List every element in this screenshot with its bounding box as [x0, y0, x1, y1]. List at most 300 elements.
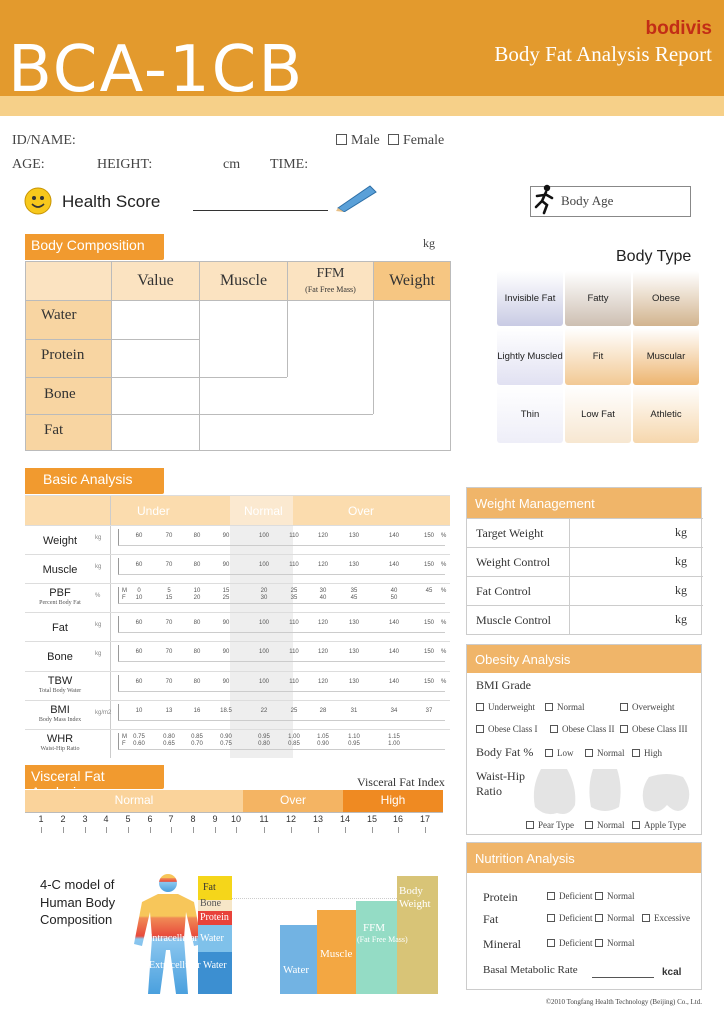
basic-percent-sign: %: [441, 649, 447, 656]
weight-col-header: Weight: [373, 262, 450, 300]
ffm-bar: [356, 901, 397, 994]
protein-normal-label: Normal: [607, 891, 635, 901]
basic-tick: 30: [319, 588, 327, 595]
basic-tick: 100: [258, 649, 269, 656]
basic-row-divider: [25, 641, 450, 642]
basic-whr-sublabel: Waist-Hip Ratio: [40, 745, 80, 752]
basic-sex-marker: M: [122, 588, 127, 595]
fourc-ffm-sublabel: (Fat Free Mass): [357, 935, 408, 944]
basic-row-divider: [25, 700, 450, 701]
basic-tick: 140: [388, 620, 399, 627]
body-type-athletic[interactable]: Athletic: [633, 385, 699, 443]
basic-tick: 60: [135, 533, 143, 539]
bf-low-checkbox[interactable]: [545, 749, 553, 757]
basic-tick: 100: [258, 620, 269, 627]
basic-tick: 120: [317, 620, 328, 627]
basic-tbw-label: TBW: [47, 674, 73, 687]
basic-pbf-sublabel: Percent Body Fat: [39, 600, 81, 607]
basic-pbf-scale: [118, 587, 445, 604]
weight-mgmt-label: Fat Control: [476, 584, 532, 598]
age-label: AGE:: [12, 157, 45, 172]
fourc-ecw-label: Extracellular Water: [149, 960, 227, 971]
bf-normal-checkbox[interactable]: [585, 749, 593, 757]
basic-bone-label: Bone: [47, 651, 73, 664]
basic-tick: 20: [260, 588, 268, 595]
visceral-tick-mark: [291, 827, 292, 833]
basic-whr-label: WHR: [46, 732, 74, 745]
composition-unit: kg: [423, 236, 435, 250]
basic-weight-unit: kg: [95, 535, 102, 541]
body-age-label: Body Age: [561, 193, 614, 208]
basic-tick-female: 50: [390, 595, 398, 602]
basic-tick-female: 0.60: [133, 740, 145, 747]
basic-weight-scale: [118, 529, 445, 546]
protein-row-label: Protein: [41, 347, 85, 363]
basic-percent-sign: %: [441, 620, 447, 627]
bmi-normal-label: Normal: [557, 702, 585, 712]
body-age-box: [530, 186, 691, 217]
male-label: Male: [351, 133, 380, 148]
id-name-label: ID/NAME:: [12, 133, 76, 148]
under-label: Under: [137, 504, 170, 518]
visceral-tick-mark: [150, 827, 151, 833]
apple-label: Apple Type: [644, 820, 686, 830]
basic-tick: 35: [350, 588, 358, 595]
body-type-grid: [497, 271, 701, 443]
health-score-line: [193, 210, 328, 211]
basic-tick-female: 0.65: [163, 740, 175, 747]
basic-tick: 130: [348, 620, 359, 627]
whr-normal-checkbox[interactable]: [585, 821, 593, 829]
obese-1-label: Obese Class I: [488, 724, 538, 734]
whr-normal[interactable]: [585, 820, 625, 830]
visceral-tick-mark: [63, 827, 64, 833]
whr-normal-label: Normal: [597, 820, 625, 830]
visceral-tick-mark: [318, 827, 319, 833]
basic-tick-female: 0.85: [288, 740, 300, 747]
ecw-block: [198, 952, 232, 994]
basic-tick: 120: [317, 678, 328, 685]
basic-bone-unit: kg: [95, 651, 102, 658]
water-bar: [280, 925, 317, 994]
fat-deficient-checkbox[interactable]: [547, 914, 555, 922]
obesity-analysis-panel: [466, 644, 702, 835]
visceral-tick-mark: [171, 827, 172, 833]
basic-tick: 10: [135, 707, 143, 714]
ffm-col-header: [287, 262, 373, 300]
bmi-obese-1[interactable]: [476, 724, 538, 734]
visceral-tick-mark: [372, 827, 373, 833]
height-label: HEIGHT:: [97, 157, 153, 172]
basic-row-divider: [25, 671, 450, 672]
fat-excessive[interactable]: [642, 913, 690, 923]
basic-tick: 140: [388, 649, 399, 656]
bf-normal-label: Normal: [597, 748, 625, 758]
basic-tick: 15: [222, 588, 230, 595]
fourc-weight-label: Body Weight: [399, 885, 431, 910]
model-logo: BCA-1CB: [8, 33, 305, 107]
basic-tbw-scale: [118, 675, 445, 692]
basic-tick: 31: [350, 707, 358, 714]
bmi-obese-2[interactable]: [550, 724, 615, 734]
mineral-normal-label: Normal: [607, 938, 635, 948]
visceral-scale-tick: 12: [285, 814, 296, 824]
basic-tick: 150: [423, 678, 434, 685]
whr-apple[interactable]: [632, 820, 686, 830]
bmi-underweight[interactable]: [476, 702, 535, 712]
protein-normal[interactable]: [595, 891, 635, 901]
basic-tick-female: 30: [260, 595, 268, 602]
bf-high-checkbox[interactable]: [632, 749, 640, 757]
obese-2-label: Obese Class II: [562, 724, 615, 734]
nutrition-analysis-tab: Nutrition Analysis: [467, 843, 701, 873]
fourc-protein-label: Protein: [200, 912, 229, 923]
visceral-scale: [30, 813, 440, 833]
protein-deficient[interactable]: [547, 891, 592, 901]
body-type-fatty[interactable]: Fatty: [565, 271, 631, 326]
basic-tick: 0.75: [133, 733, 145, 740]
basic-tick: 110: [289, 533, 299, 539]
basic-tick: 18.5: [220, 707, 232, 714]
basic-row-divider: [25, 729, 450, 730]
basic-tick: 28: [319, 707, 327, 714]
bf-normal[interactable]: [585, 748, 625, 758]
weight-mgmt-row: [467, 605, 703, 635]
female-checkbox[interactable]: [388, 134, 399, 145]
basic-bmi-sublabel: Body Mass Index: [38, 716, 82, 723]
basic-tick: 22: [260, 707, 268, 714]
mineral-normal-checkbox[interactable]: [595, 939, 603, 947]
basic-tick: 90: [222, 678, 230, 685]
nutrition-analysis-panel: [466, 842, 702, 990]
visceral-high-band: High: [343, 790, 443, 812]
obese-2-checkbox[interactable]: [550, 725, 558, 733]
visceral-scale-tick: 15: [366, 814, 377, 824]
weight-mgmt-unit: kg: [675, 554, 687, 568]
basic-tick: 34: [390, 707, 398, 714]
visceral-fat-tab: Visceral Fat: [25, 765, 164, 789]
time-label: TIME:: [270, 157, 309, 172]
basic-percent-sign: %: [441, 588, 447, 595]
basic-row-divider: [25, 554, 450, 555]
visceral-scale-tick: 16: [392, 814, 403, 824]
obese-1-checkbox[interactable]: [476, 725, 484, 733]
bone-row-label: Bone: [44, 386, 76, 402]
female-label: Female: [403, 133, 445, 148]
fourc-bone-label: Bone: [200, 898, 222, 909]
weight-management-tab: Weight Management: [467, 488, 701, 518]
mineral-deficient[interactable]: [547, 938, 592, 948]
visceral-tick-mark: [85, 827, 86, 833]
smiley-icon: [24, 187, 52, 215]
basic-bone-scale: [118, 645, 445, 662]
basic-tick: 90: [222, 620, 230, 627]
body-composition-tab: Body Composition: [25, 234, 164, 260]
bmi-obese-3[interactable]: [620, 724, 688, 734]
basic-tick: 140: [388, 678, 399, 685]
basic-tick: 5: [167, 588, 171, 595]
body-type-obese[interactable]: Obese: [633, 271, 699, 326]
basic-tbw-sublabel: Total Body Water: [38, 687, 82, 694]
visceral-scale-tick: 6: [147, 814, 153, 824]
visceral-scale-tick: 5: [125, 814, 131, 824]
basic-tick: 80: [193, 678, 201, 685]
basic-tick-female: 15: [165, 595, 173, 602]
basic-tick: 90: [222, 533, 230, 539]
female-option[interactable]: [388, 133, 444, 149]
cm-label: cm: [223, 157, 241, 172]
basic-sex-marker: M: [122, 733, 127, 740]
body-type-title: Body Type: [616, 248, 692, 265]
basic-fat-label: Fat: [52, 622, 68, 635]
fourc-fat-label: Fat: [203, 882, 216, 893]
overweight-label: Overweight: [632, 702, 675, 712]
basic-tick-female: 0.70: [191, 740, 203, 747]
basic-tick: 150: [423, 620, 434, 627]
muscle-col-header: Muscle: [199, 262, 287, 300]
basic-tick: 60: [135, 649, 143, 656]
fourc-ffm-label: FFM: [363, 922, 386, 934]
weight-mgmt-label: Muscle Control: [476, 613, 551, 627]
body-type-lightly-muscled[interactable]: Lightly Muscled: [497, 328, 563, 385]
visceral-tick-mark: [128, 827, 129, 833]
visceral-over-band: Over: [243, 790, 343, 812]
fourc-title: 4-C model of Human Body Composition: [40, 877, 116, 927]
nutr-mineral-label: Mineral: [483, 937, 521, 951]
fat-deficient[interactable]: [547, 913, 592, 923]
value-col-header: Value: [111, 262, 199, 300]
pear-label: Pear Type: [538, 820, 574, 830]
weight-mgmt-row: [467, 547, 703, 577]
basic-tick: 110: [289, 649, 299, 656]
visceral-index-label: Visceral Fat Index: [357, 775, 445, 789]
health-score-label: Health Score: [62, 192, 161, 211]
visceral-tick-mark: [425, 827, 426, 833]
apple-checkbox[interactable]: [632, 821, 640, 829]
basic-tick: 0.85: [191, 733, 203, 740]
weight-mgmt-unit: kg: [675, 583, 687, 597]
visceral-scale-tick: 3: [82, 814, 88, 824]
body-type-thin[interactable]: Thin: [497, 385, 563, 443]
fat-deficient-label: Deficient: [559, 913, 593, 923]
basic-tick: 0.90: [220, 733, 232, 740]
pear-checkbox[interactable]: [526, 821, 534, 829]
obese-3-label: Obese Class III: [632, 724, 688, 734]
bf-high[interactable]: [632, 748, 662, 758]
visceral-tick-mark: [193, 827, 194, 833]
basic-bmi-label: BMI: [50, 703, 70, 716]
basic-tick-female: 10: [135, 595, 143, 602]
visceral-scale-tick: 17: [419, 814, 430, 824]
basic-tick: 100: [258, 678, 269, 685]
body-fat-pct-label: Body Fat %: [476, 745, 534, 759]
fourc-water-label: Water: [283, 964, 309, 976]
weight-mgmt-row: [467, 576, 703, 606]
basic-tick: 60: [135, 620, 143, 627]
basic-tick: 25: [290, 588, 298, 595]
basic-tick-female: 25: [222, 595, 230, 602]
basic-tick: 150: [423, 562, 434, 569]
basic-analysis-panel: [25, 495, 450, 757]
normal-label: Normal: [244, 504, 283, 518]
nutr-protein-label: Protein: [483, 890, 518, 904]
visceral-scale-tick: 1: [38, 814, 44, 824]
basic-tick: 70: [165, 678, 173, 685]
basic-tick: 80: [193, 649, 201, 656]
basic-tick: 13: [165, 707, 173, 714]
protein-normal-checkbox[interactable]: [595, 892, 603, 900]
basic-tick: 70: [165, 533, 173, 539]
visceral-scale-tick: 10: [230, 814, 241, 824]
basic-tick: 60: [135, 562, 143, 569]
basic-tick-female: 45: [350, 595, 358, 602]
basic-tick: 80: [193, 620, 201, 627]
basic-tick: 130: [348, 562, 359, 569]
fat-normal-checkbox[interactable]: [595, 914, 603, 922]
male-option[interactable]: [336, 133, 380, 149]
basic-tick: 110: [289, 678, 299, 685]
weight-mgmt-unit: kg: [675, 612, 687, 626]
obese-3-checkbox[interactable]: [620, 725, 628, 733]
report-title: Body Fat Analysis Report: [494, 42, 712, 66]
basic-tick-female: 1.00: [388, 740, 400, 747]
basic-tick: 120: [317, 649, 328, 656]
basic-tick: 40: [390, 588, 398, 595]
whr-pear[interactable]: [526, 820, 574, 830]
basic-bmi-scale: [118, 704, 445, 721]
basic-fat-scale: [118, 616, 445, 633]
basic-tick: 90: [222, 562, 230, 569]
bmi-normal[interactable]: [545, 702, 585, 712]
visceral-tick-mark: [215, 827, 216, 833]
mineral-normal[interactable]: [595, 938, 635, 948]
basic-tick: 130: [348, 678, 359, 685]
weight-management-panel: [466, 487, 702, 635]
basic-tick: 1.05: [317, 733, 329, 740]
basic-tick: 80: [193, 562, 201, 569]
visceral-tick-mark: [345, 827, 346, 833]
bmr-line: [592, 977, 654, 978]
basic-tick: 130: [348, 649, 359, 656]
basic-whr-scale: [118, 733, 445, 750]
fat-normal[interactable]: [595, 913, 635, 923]
basic-tick: 37: [425, 707, 433, 714]
bf-low-label: Low: [557, 748, 574, 758]
fat-excessive-label: Excessive: [654, 913, 690, 923]
basic-analysis-tab: Basic Analysis: [25, 468, 164, 494]
visceral-scale-tick: 4: [103, 814, 109, 824]
bmi-overweight[interactable]: [620, 702, 675, 712]
visceral-scale-tick: 14: [339, 814, 350, 824]
visceral-tick-mark: [106, 827, 107, 833]
basic-tick: 100: [258, 533, 269, 539]
basic-tick: 140: [388, 533, 399, 539]
visceral-tick-mark: [264, 827, 265, 833]
basic-tick-female: 0.80: [258, 740, 270, 747]
basic-fat-unit: kg: [95, 622, 102, 629]
visceral-tick-mark: [398, 827, 399, 833]
body-type-invisible-fat[interactable]: Invisible Fat: [497, 271, 563, 326]
basic-sex-marker: F: [122, 740, 126, 747]
basic-tick: 150: [423, 649, 434, 656]
composition-table: [25, 261, 451, 451]
male-checkbox[interactable]: [336, 134, 347, 145]
weight-mgmt-label: Weight Control: [476, 555, 551, 569]
basic-tick-female: 0.90: [317, 740, 329, 747]
basic-row-divider: [25, 612, 450, 613]
underweight-label: Underweight: [488, 702, 535, 712]
fourc-icw-label: Intracellular Water: [149, 933, 224, 944]
body-type-muscular[interactable]: Muscular: [633, 328, 699, 385]
basic-tick: 1.10: [348, 733, 360, 740]
basic-tick-female: 20: [193, 595, 201, 602]
basic-tick: 25: [290, 707, 298, 714]
basic-sex-marker: F: [122, 595, 126, 602]
basic-tick: 0: [137, 588, 141, 595]
pencil-icon: [334, 180, 380, 212]
basic-tick: 80: [193, 533, 201, 539]
basic-tick: 0.80: [163, 733, 175, 740]
fourc-muscle-label: Muscle: [320, 948, 353, 960]
basic-tick: 10: [193, 588, 201, 595]
basic-tick: 70: [165, 620, 173, 627]
weight-mgmt-row: [467, 518, 703, 548]
bmi-grade-label: BMI Grade: [476, 678, 531, 692]
basic-percent-sign: %: [441, 678, 447, 685]
basic-tick: 16: [193, 707, 201, 714]
overweight-checkbox[interactable]: [620, 703, 628, 711]
basic-tick: 120: [317, 533, 328, 539]
mineral-deficient-label: Deficient: [559, 938, 593, 948]
basic-muscle-unit: kg: [95, 564, 102, 571]
visceral-scale-tick: 2: [60, 814, 66, 824]
copyright: ©2010 Tongfang Health Technology (Beijing) Co., Ltd.: [545, 998, 702, 1006]
fat-excessive-checkbox[interactable]: [642, 914, 650, 922]
basic-percent-sign: %: [441, 533, 447, 539]
visceral-tick-mark: [236, 827, 237, 833]
basic-tick: 120: [317, 562, 328, 569]
weight-mgmt-unit: kg: [675, 525, 687, 539]
basic-tick-female: 0.95: [348, 740, 360, 747]
basic-tick: 0.95: [258, 733, 270, 740]
visceral-scale-tick: 13: [312, 814, 323, 824]
ffm-label: FFM: [316, 266, 345, 281]
ffm-sublabel: (Fat Free Mass): [305, 285, 356, 294]
visceral-scale-tick: 9: [212, 814, 218, 824]
basic-tick-female: 0.75: [220, 740, 232, 747]
visceral-scale-tick: 7: [168, 814, 174, 824]
visceral-scale-tick: 8: [190, 814, 196, 824]
visceral-tick-mark: [41, 827, 42, 833]
body-type-low-fat[interactable]: Low Fat: [565, 385, 631, 443]
basic-tick: 1.15: [388, 733, 400, 740]
basic-tick: 100: [258, 562, 269, 569]
whr-label: Waist-Hip Ratio: [476, 769, 526, 798]
protein-deficient-checkbox[interactable]: [547, 892, 555, 900]
brand-logo: bodivis: [645, 18, 712, 39]
obesity-analysis-tab: Obesity Analysis: [467, 645, 701, 673]
underweight-checkbox[interactable]: [476, 703, 484, 711]
basic-weight-label: Weight: [42, 535, 78, 547]
mineral-deficient-checkbox[interactable]: [547, 939, 555, 947]
basic-tick: 110: [289, 620, 299, 627]
basic-pbf-unit: %: [95, 593, 101, 600]
body-type-fit[interactable]: Fit: [565, 328, 631, 385]
basic-tick: 70: [165, 649, 173, 656]
basic-bmi-unit: kg/m2: [95, 709, 112, 716]
bf-low[interactable]: [545, 748, 574, 758]
bmi-normal-checkbox[interactable]: [545, 703, 553, 711]
